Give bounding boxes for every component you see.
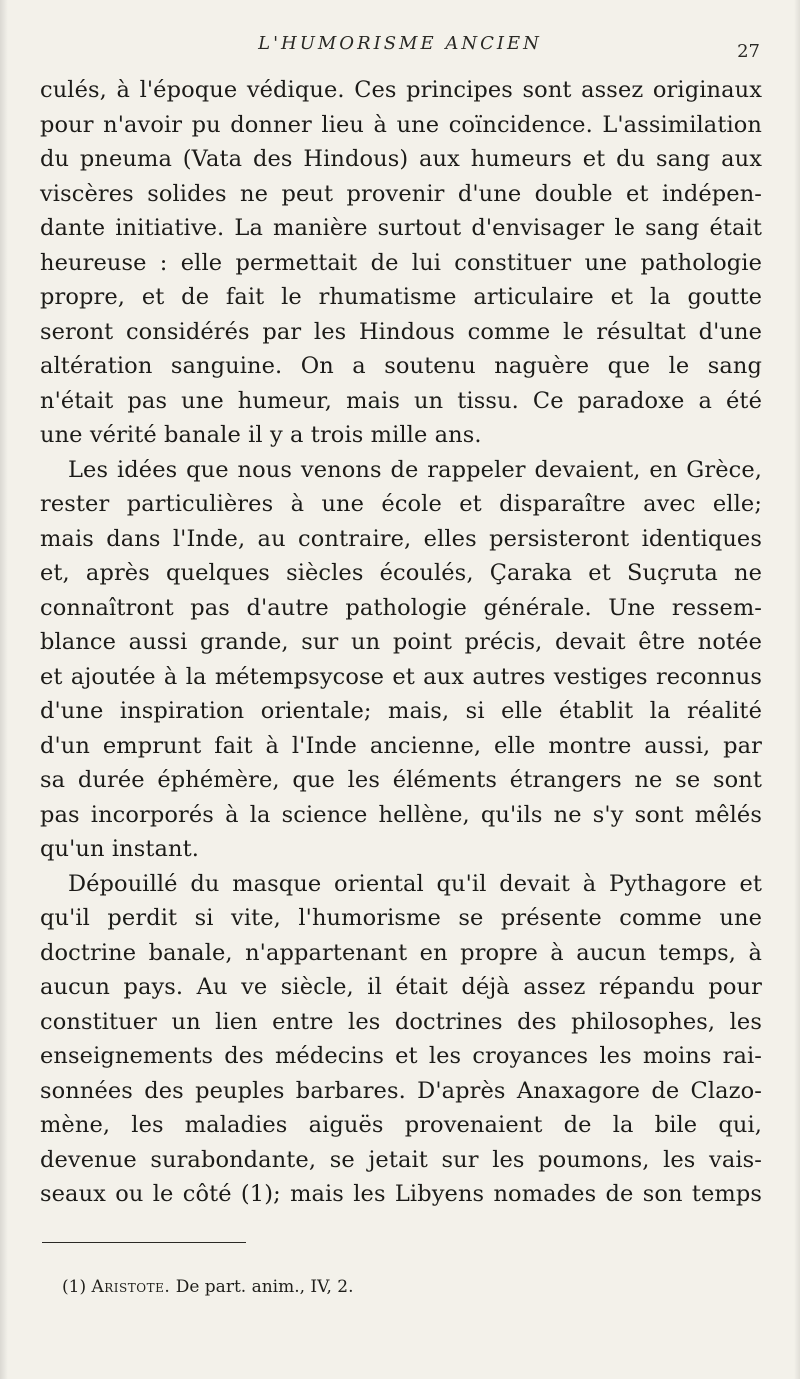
text-line: qu'un instant. [40,836,199,862]
footnote-author: Aristote. [91,1277,171,1297]
running-head [0,33,800,62]
text-line: connaîtront pas d'autre pathologie générale. Une ressem- [40,594,762,621]
text-line: doctrine banale, n'appartenant en propre à aucun temps, à [40,939,762,966]
text-line: aucun pays. Au ve siècle, il était déjà assez répandu pour [40,974,762,1000]
text-line: enseignements des médecins et les croyances les moins rai- [40,1043,762,1069]
text-line: constituer un lien entre les doctrines des philosophes, les [40,1008,762,1035]
text-line: du pneuma (Vata des Hindous) aux humeurs et du sang aux [40,146,762,172]
text-line: culés, à l'époque védique. Ces principes sont assez originaux [40,77,762,103]
running-title: L'HUMORISME ANCIEN [258,33,542,54]
text-line: une vérité banale il y a trois mille ans. [40,422,482,448]
footnote-marker: (1) [62,1277,87,1297]
text-line: mais dans l'Inde, au contraire, elles persisteront identiques [40,525,762,552]
footnote-rule [42,1242,246,1243]
text-line: n'était pas une humeur, mais un tissu. Ce paradoxe a été [40,387,762,414]
text-line: devenue surabondante, se jetait sur les poumons, les vais- [40,1146,762,1173]
text-line: Dépouillé du masque oriental qu'il devait à Pythagore et [68,870,762,897]
text-line: et ajoutée à la métempsycose et aux autres vestiges reconnus [40,663,762,690]
text-line: sonnées des peuples barbares. D'après Anaxagore de Clazo- [40,1077,762,1104]
text-line: sa durée éphémère, que les éléments étrangers ne se sont [40,767,762,793]
text-line: dante initiative. La manière surtout d'envisager le sang était [40,215,762,241]
text-line: et, après quelques siècles écoulés, Çaraka et Suçruta ne [40,560,762,586]
text-line: heureuse : elle permettait de lui constituer une pathologie [40,249,762,276]
text-line: pour n'avoir pu donner lieu à une coïncidence. L'assimilation [40,111,762,138]
text-line: Les idées que nous venons de rappeler devaient, en Grèce, [68,456,762,483]
page-number: 27 [737,41,760,62]
text-line: altération sanguine. On a soutenu naguère que le sang [40,353,762,379]
text-line: pas incorporés à la science hellène, qu'ils ne s'y sont mêlés [40,801,762,828]
text-line: qu'il perdit si vite, l'humorisme se présente comme une [40,905,762,931]
text-line: rester particulières à une école et disparaître avec elle; [40,491,762,517]
text-line: viscères solides ne peut provenir d'une double et indépen- [40,180,762,207]
text-line: seaux ou le côté (1); mais les Libyens nomades de son temps [40,1181,762,1207]
text-line: d'un emprunt fait à l'Inde ancienne, elle montre aussi, par [40,732,762,759]
footnote-reference: De part. anim., IV, 2. [175,1277,354,1297]
text-line: mène, les maladies aiguës provenaient de la bile qui, [40,1112,762,1138]
text-line: d'une inspiration orientale; mais, si elle établit la réalité [40,698,762,724]
text-line: blance aussi grande, sur un point précis, devait être notée [40,629,762,655]
body-text [40,73,762,1212]
footnote [62,1277,353,1297]
text-line: seront considérés par les Hindous comme le résultat d'une [40,318,762,345]
text-line: propre, et de fait le rhumatisme articulaire et la goutte [40,284,762,310]
